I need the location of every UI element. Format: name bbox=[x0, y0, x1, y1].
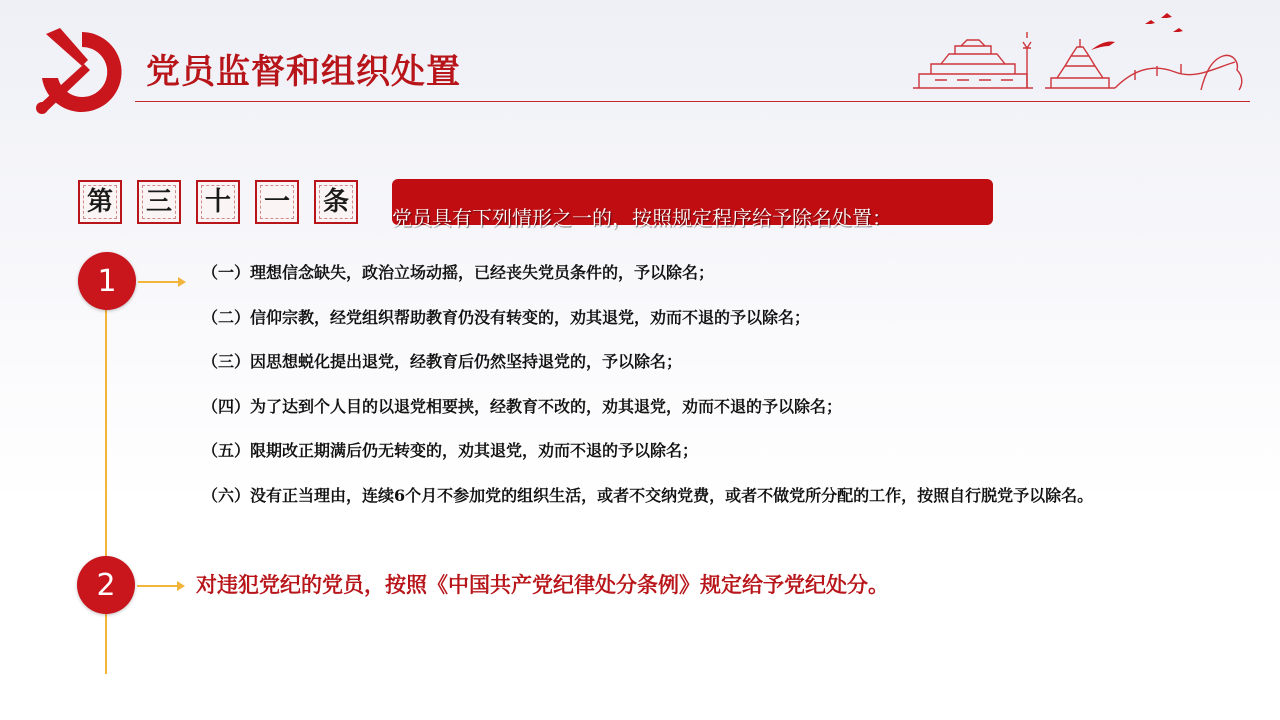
article-char-4: 一 bbox=[255, 180, 299, 224]
point-1-number: 1 bbox=[97, 263, 117, 299]
list-item: （二）信仰宗教，经党组织帮助教育仍没有转变的，劝其退党，劝而不退的予以除名； bbox=[202, 308, 811, 327]
beijing-landmarks-icon bbox=[905, 8, 1255, 104]
list-item: （六）没有正当理由，连续6个月不参加党的组织生活，或者不交纳党费，或者不做党所分配的工作，按照自行脱党予以除名。 bbox=[202, 486, 1094, 505]
point-1-marker bbox=[78, 252, 136, 310]
list-item: （三）因思想蜕化提出退党，经教育后仍然坚持退党的，予以除名； bbox=[202, 352, 683, 371]
article-char-3: 十 bbox=[196, 180, 240, 224]
list-item: （五）限期改正期满后仍无转变的，劝其退党，劝而不退的予以除名； bbox=[202, 441, 699, 460]
lead-text: 党员具有下列情形之一的，按照规定程序给予除名处置： bbox=[392, 206, 892, 230]
article-char-5: 条 bbox=[314, 180, 358, 224]
page-title: 党员监督和组织处置 bbox=[146, 52, 461, 92]
hammer-sickle-icon bbox=[30, 24, 130, 116]
list-item: （一）理想信念缺失，政治立场动摇，已经丧失党员条件的，予以除名； bbox=[202, 263, 715, 282]
article-char-2: 三 bbox=[137, 180, 181, 224]
article-char-1: 第 bbox=[78, 180, 122, 224]
point-2-marker bbox=[77, 556, 135, 614]
point-2-text: 对违犯党纪的党员，按照《中国共产党纪律处分条例》规定给予党纪处分。 bbox=[196, 572, 889, 597]
list-item: （四）为了达到个人目的以退党相要挟，经教育不改的，劝其退党，劝而不退的予以除名； bbox=[202, 397, 843, 416]
point-1-arrow bbox=[138, 281, 184, 283]
point-2-number: 2 bbox=[96, 567, 116, 603]
timeline-line bbox=[105, 282, 107, 674]
point-2-arrow bbox=[137, 585, 183, 587]
